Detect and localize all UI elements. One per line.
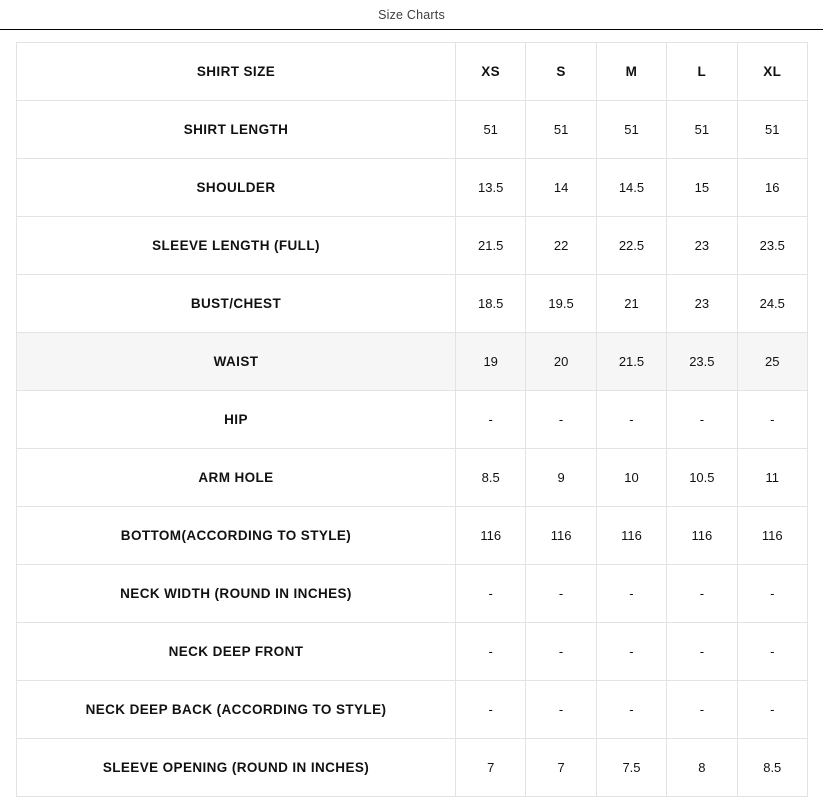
measurement-cell: 13.5 [456, 159, 526, 217]
measurement-cell: 116 [596, 507, 666, 565]
measurement-cell: 51 [596, 101, 666, 159]
row-label: BOTTOM(ACCORDING TO STYLE) [17, 507, 456, 565]
measurement-cell: 23 [667, 275, 737, 333]
measurement-cell: 10.5 [667, 449, 737, 507]
table-row [17, 159, 808, 217]
measurement-cell: - [526, 681, 596, 739]
table-row [17, 275, 808, 333]
measurement-cell: - [667, 391, 737, 449]
measurement-cell: 21 [596, 275, 666, 333]
measurement-cell: - [596, 391, 666, 449]
measurement-cell: 25 [737, 333, 807, 391]
table-row [17, 333, 808, 391]
measurement-cell: - [737, 623, 807, 681]
measurement-cell: 19 [456, 333, 526, 391]
table-row [17, 217, 808, 275]
column-header: XL [737, 43, 807, 101]
size-chart-container [0, 30, 823, 797]
table-row [17, 101, 808, 159]
page-header [0, 0, 823, 30]
measurement-cell: 8.5 [456, 449, 526, 507]
size-chart-body [17, 43, 808, 797]
row-label: NECK WIDTH (ROUND IN INCHES) [17, 565, 456, 623]
measurement-cell: - [596, 681, 666, 739]
table-row [17, 565, 808, 623]
measurement-cell: 8.5 [737, 739, 807, 797]
measurement-cell: - [737, 391, 807, 449]
measurement-cell: 23.5 [667, 333, 737, 391]
measurement-cell: 15 [667, 159, 737, 217]
measurement-cell: - [737, 681, 807, 739]
measurement-cell: 116 [456, 507, 526, 565]
measurement-cell: 19.5 [526, 275, 596, 333]
measurement-cell: 16 [737, 159, 807, 217]
measurement-cell: 14.5 [596, 159, 666, 217]
column-header: XS [456, 43, 526, 101]
measurement-cell: 21.5 [596, 333, 666, 391]
table-row [17, 681, 808, 739]
measurement-cell: - [596, 623, 666, 681]
measurement-cell: 7 [526, 739, 596, 797]
measurement-cell: 23 [667, 217, 737, 275]
row-label: HIP [17, 391, 456, 449]
row-label: BUST/CHEST [17, 275, 456, 333]
table-row [17, 623, 808, 681]
row-label: SLEEVE OPENING (ROUND IN INCHES) [17, 739, 456, 797]
column-header: L [667, 43, 737, 101]
measurement-cell: - [667, 565, 737, 623]
measurement-cell: 18.5 [456, 275, 526, 333]
row-label: SHIRT LENGTH [17, 101, 456, 159]
measurement-cell: - [526, 391, 596, 449]
measurement-cell: 116 [526, 507, 596, 565]
table-row [17, 449, 808, 507]
measurement-cell: 9 [526, 449, 596, 507]
measurement-cell: 24.5 [737, 275, 807, 333]
table-row [17, 43, 808, 101]
measurement-cell: 23.5 [737, 217, 807, 275]
measurement-cell: - [737, 565, 807, 623]
table-row [17, 739, 808, 797]
measurement-cell: - [456, 391, 526, 449]
row-label: NECK DEEP BACK (ACCORDING TO STYLE) [17, 681, 456, 739]
row-label: SLEEVE LENGTH (FULL) [17, 217, 456, 275]
size-chart-table [16, 42, 808, 797]
measurement-cell: 22 [526, 217, 596, 275]
measurement-cell: 8 [667, 739, 737, 797]
page-title: Size Charts [378, 7, 445, 22]
measurement-cell: - [456, 681, 526, 739]
measurement-cell: - [667, 681, 737, 739]
row-label: SHOULDER [17, 159, 456, 217]
row-label: NECK DEEP FRONT [17, 623, 456, 681]
measurement-cell: 51 [667, 101, 737, 159]
column-header: M [596, 43, 666, 101]
measurement-cell: 21.5 [456, 217, 526, 275]
measurement-cell: 10 [596, 449, 666, 507]
measurement-cell: 22.5 [596, 217, 666, 275]
measurement-cell: 7.5 [596, 739, 666, 797]
column-header: S [526, 43, 596, 101]
measurement-cell: 14 [526, 159, 596, 217]
measurement-cell: - [456, 623, 526, 681]
measurement-cell: 7 [456, 739, 526, 797]
row-label: SHIRT SIZE [17, 43, 456, 101]
measurement-cell: - [667, 623, 737, 681]
row-label: ARM HOLE [17, 449, 456, 507]
measurement-cell: - [596, 565, 666, 623]
measurement-cell: 116 [667, 507, 737, 565]
measurement-cell: 51 [526, 101, 596, 159]
measurement-cell: - [456, 565, 526, 623]
measurement-cell: 11 [737, 449, 807, 507]
row-label: WAIST [17, 333, 456, 391]
measurement-cell: 20 [526, 333, 596, 391]
measurement-cell: 51 [737, 101, 807, 159]
table-row [17, 507, 808, 565]
measurement-cell: 51 [456, 101, 526, 159]
table-row [17, 391, 808, 449]
measurement-cell: - [526, 565, 596, 623]
measurement-cell: - [526, 623, 596, 681]
measurement-cell: 116 [737, 507, 807, 565]
